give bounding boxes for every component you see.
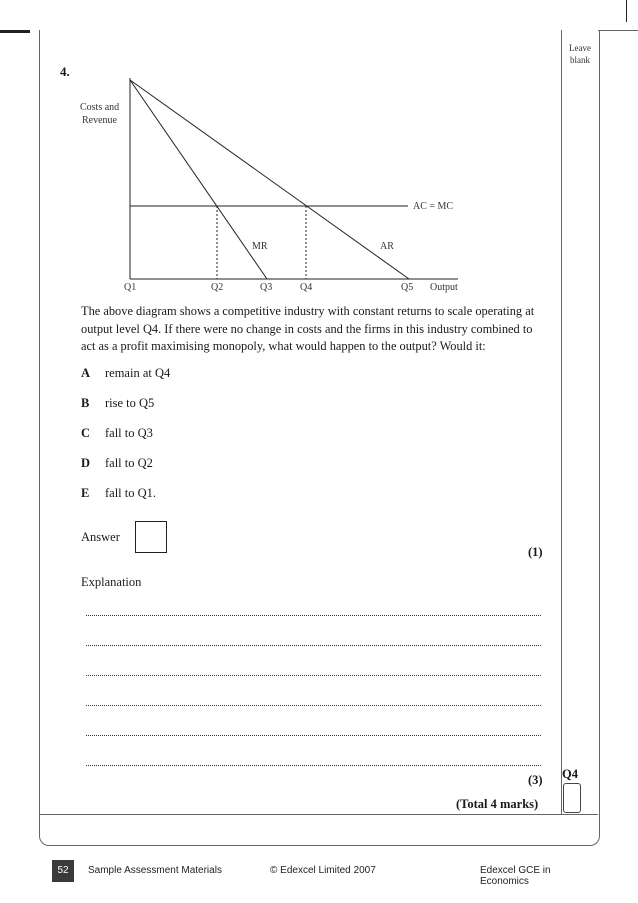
- explanation-label: Explanation: [81, 575, 142, 589]
- option-text: remain at Q4: [105, 366, 171, 380]
- explanation-line[interactable]: [86, 765, 541, 766]
- ar-label: AR: [380, 241, 394, 252]
- page-footer: [52, 858, 598, 887]
- explanation-line[interactable]: [86, 645, 541, 646]
- explanation-line[interactable]: [86, 675, 541, 676]
- tick-label-q2: Q2: [211, 282, 224, 293]
- explanation-line[interactable]: [86, 705, 541, 706]
- ar-line: [130, 80, 409, 279]
- examiner-mark-box: [563, 783, 581, 813]
- answer-label: Answer: [81, 530, 120, 544]
- y-axis-label-line2: Revenue: [82, 115, 117, 126]
- footer-right-text: Edexcel GCE in Economics: [480, 865, 551, 887]
- option-e: [81, 486, 156, 501]
- option-text: fall to Q1.: [105, 486, 157, 500]
- option-letter: E: [81, 486, 90, 500]
- option-d: [81, 456, 153, 471]
- tick-label-q4: Q4: [300, 282, 313, 293]
- option-letter: D: [81, 456, 91, 470]
- leave-blank-label: Leave blank: [569, 43, 591, 65]
- option-a: [81, 366, 170, 381]
- mr-label: MR: [252, 241, 268, 252]
- footer-left-text: Sample Assessment Materials: [88, 865, 222, 876]
- answer-mark: (1): [528, 545, 543, 559]
- tick-label-q3: Q3: [260, 282, 273, 293]
- option-text: fall to Q3: [105, 426, 153, 440]
- explanation-line[interactable]: [86, 615, 541, 616]
- ac-mc-label: AC = MC: [413, 201, 454, 212]
- answer-box[interactable]: [135, 521, 167, 553]
- option-c: [81, 426, 153, 441]
- x-axis-label: Output: [430, 282, 458, 293]
- question-number: 4.: [60, 64, 70, 79]
- footer-divider: [39, 814, 598, 815]
- crop-mark: [0, 30, 30, 33]
- tick-label-q1: Q1: [124, 282, 137, 293]
- y-axis-label-line1: Costs and: [80, 102, 120, 113]
- frame-top-line: [598, 30, 638, 31]
- option-letter: C: [81, 426, 91, 440]
- explanation-line[interactable]: [86, 735, 541, 736]
- option-text: fall to Q2: [105, 456, 153, 470]
- footer-copyright: © Edexcel Limited 2007: [270, 865, 376, 876]
- total-marks: (Total 4 marks): [456, 797, 539, 811]
- explanation-mark: (3): [528, 773, 543, 787]
- tick-label-q5: Q5: [401, 282, 414, 293]
- question-ref: Q4: [562, 767, 578, 781]
- question-text: The above diagram shows a competitive industry with constant returns to scale operating at output level Q4. If there were no change in costs and the firms in this industry combined to act as a profit maximising monopoly, what would happen to the output? Would it:: [81, 304, 535, 353]
- option-letter: B: [81, 396, 90, 410]
- page-number: 52: [52, 860, 74, 882]
- option-letter: A: [81, 366, 91, 380]
- option-text: rise to Q5: [105, 396, 155, 410]
- option-b: [81, 396, 154, 411]
- margin-divider: [561, 30, 562, 814]
- mr-line: [130, 80, 267, 279]
- economics-diagram: [70, 72, 470, 297]
- crop-mark: [626, 0, 627, 22]
